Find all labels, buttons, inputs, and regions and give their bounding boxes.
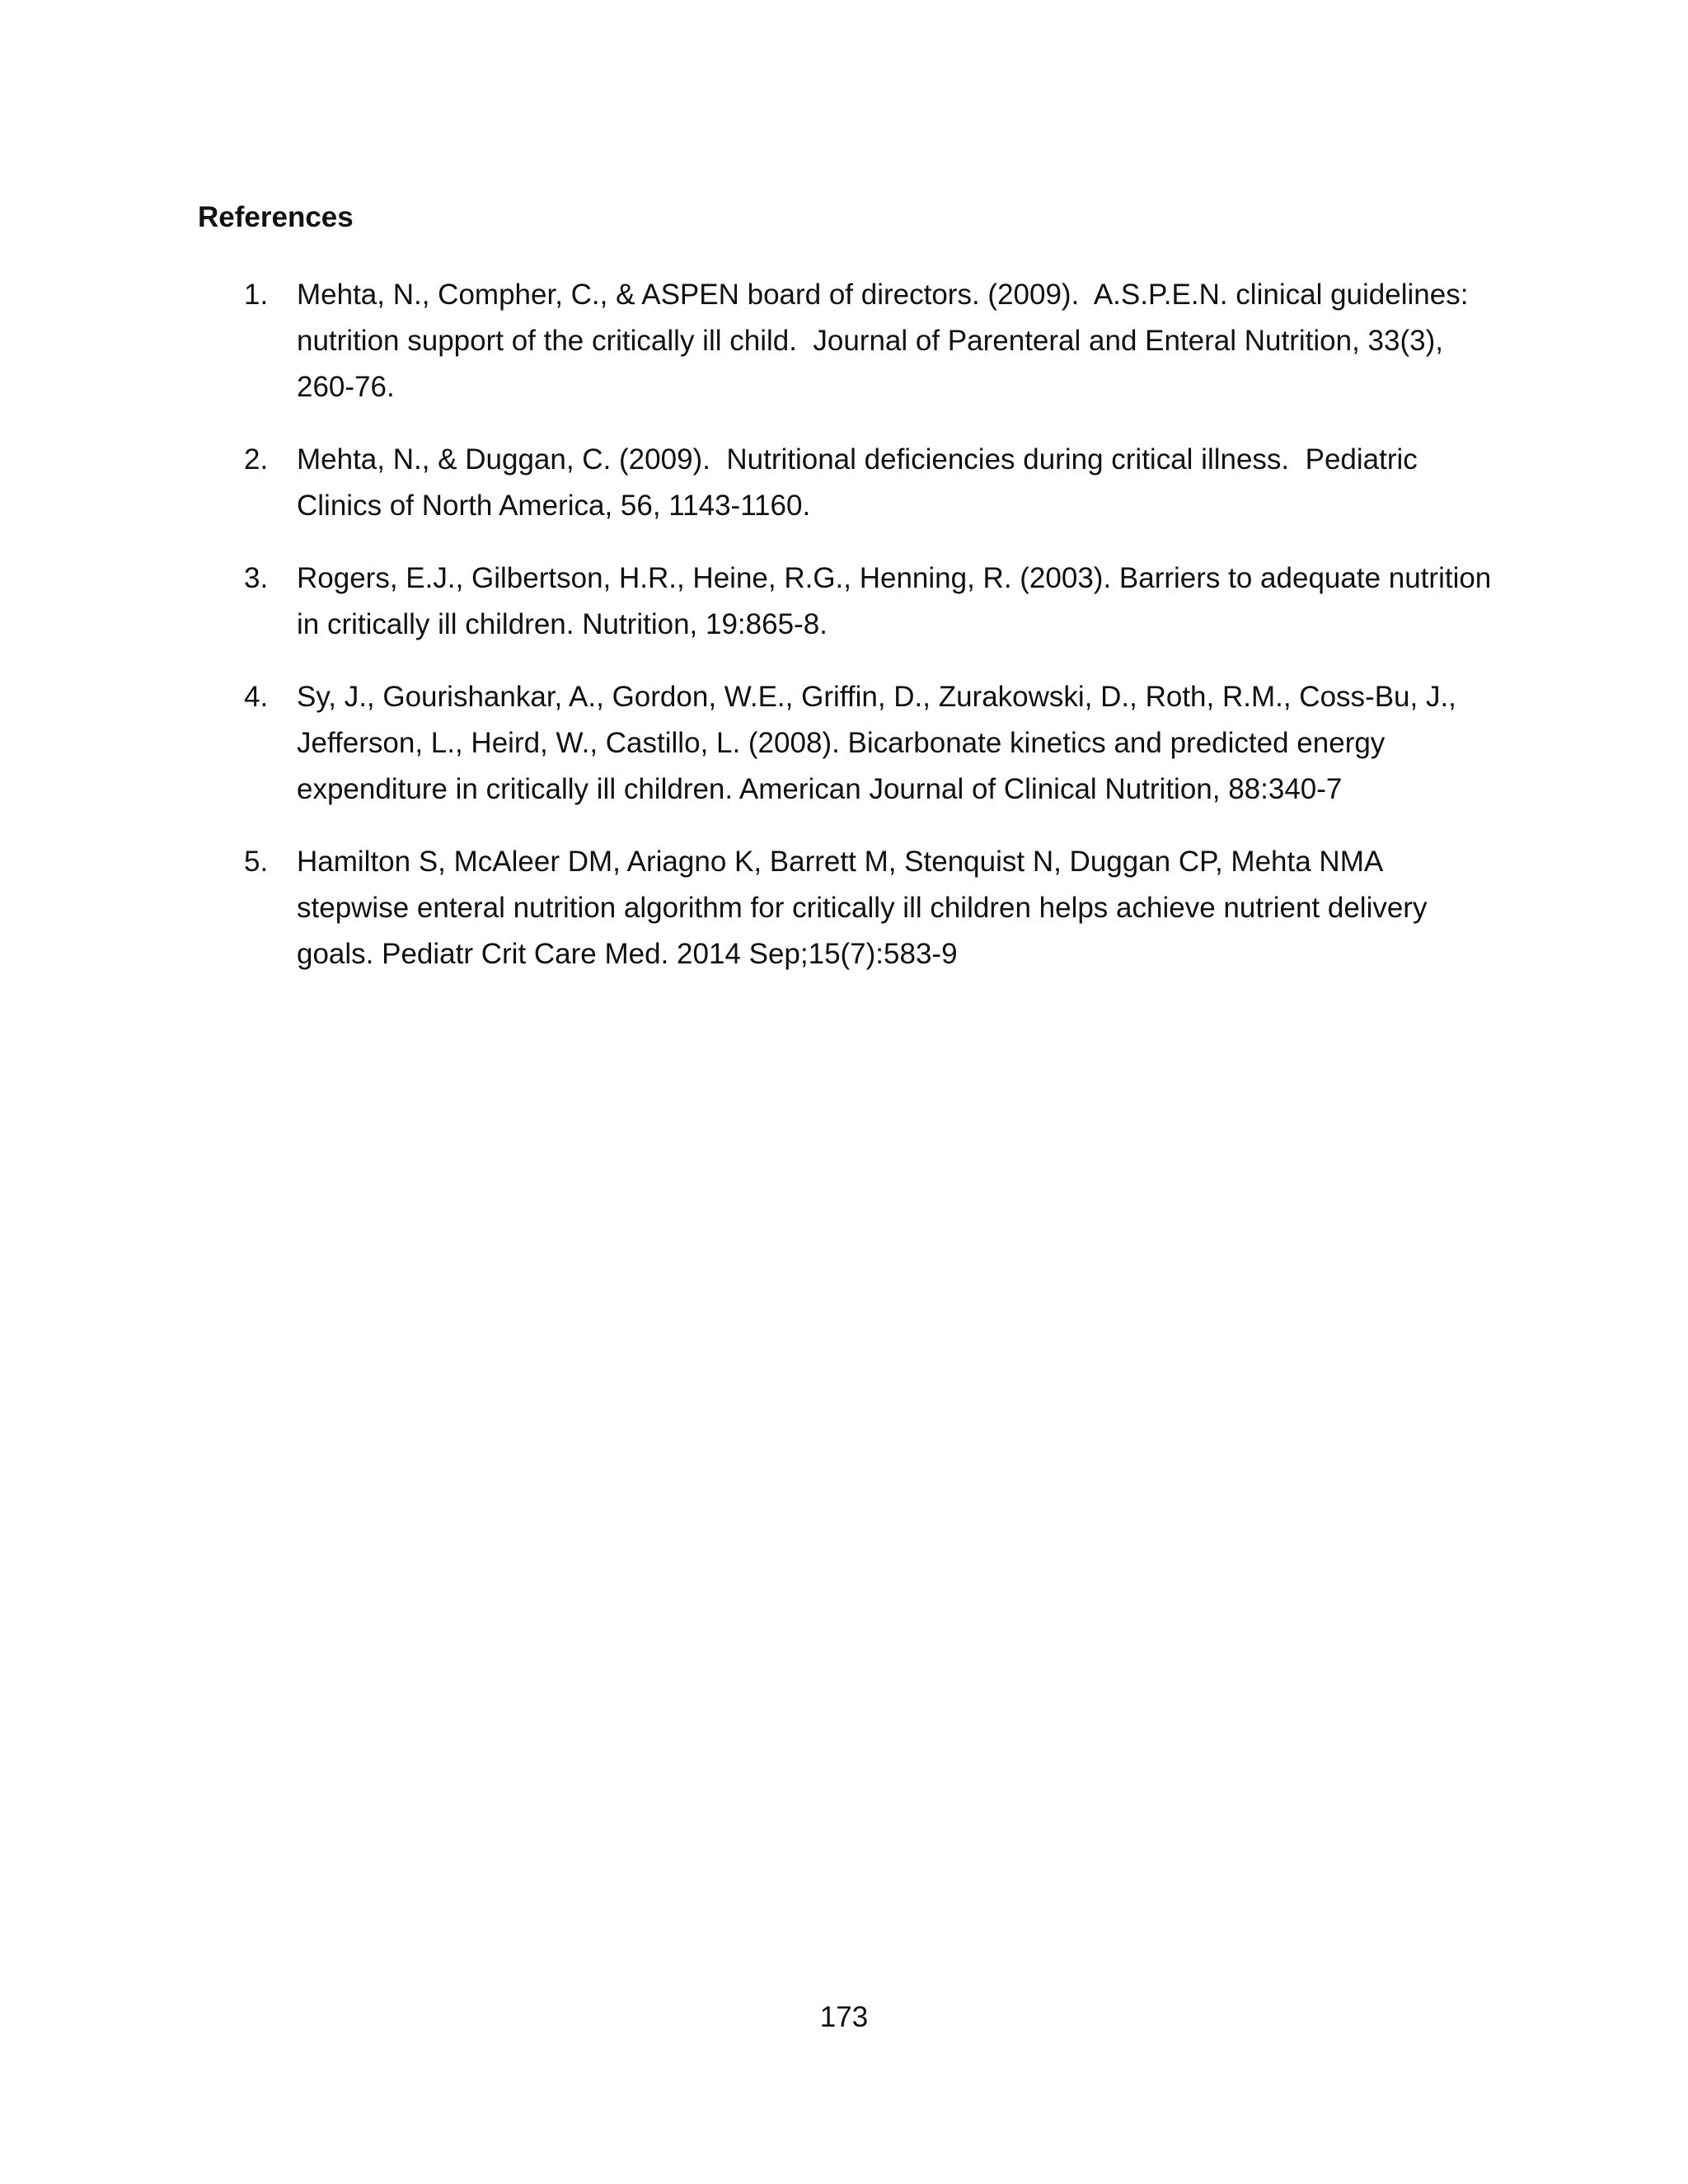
reference-number: 5. [244,846,269,878]
references-heading: References [198,201,354,233]
reference-text: Hamilton S, McAleer DM, Ariagno K, Barrett M, Stenquist N, Duggan CP, Mehta NMA stepwise enteral nutrition algorithm for critically ill children helps achieve nutrient delivery goals. Pediatr Crit Care Med. 2014 Sep;15(7):583-9 [297,846,1436,970]
reference-item-3 [198,555,1500,648]
reference-item-2 [198,437,1500,529]
reference-list [198,272,1500,1004]
reference-item-5 [198,839,1500,977]
reference-item-4 [198,674,1500,813]
reference-text: Mehta, N., & Duggan, C. (2009). Nutritional deficiencies during critical illness. Pediatric Clinics of North America, 56, 1143-1160. [297,443,1426,522]
reference-number: 4. [244,681,269,713]
reference-text: Mehta, N., Compher, C., & ASPEN board of directors. (2009). A.S.P.E.N. clinical guidelines: nutrition support of the critically ill child. Journal of Parenteral and Enteral Nutrition, 33(3), 260-76. [297,279,1477,403]
reference-number: 3. [244,562,269,594]
page-number: 173 [819,2001,869,2033]
reference-item-1 [198,272,1500,410]
reference-number: 2. [244,443,269,476]
reference-text: Sy, J., Gourishankar, A., Gordon, W.E., Griffin, D., Zurakowski, D., Roth, R.M., Coss-Bu, J., Jefferson, L., Heird, W., Castillo, L. (2008). Bicarbonate kinetics and predicted energy expenditure in critically ill children. American Journal of Clinical Nutrition, 88:340-7 [297,681,1465,805]
reference-text: Rogers, E.J., Gilbertson, H.R., Heine, R.G., Henning, R. (2003). Barriers to adequate nutrition in critically ill children. Nutrition, 19:865-8. [297,562,1500,640]
reference-number: 1. [244,279,269,311]
